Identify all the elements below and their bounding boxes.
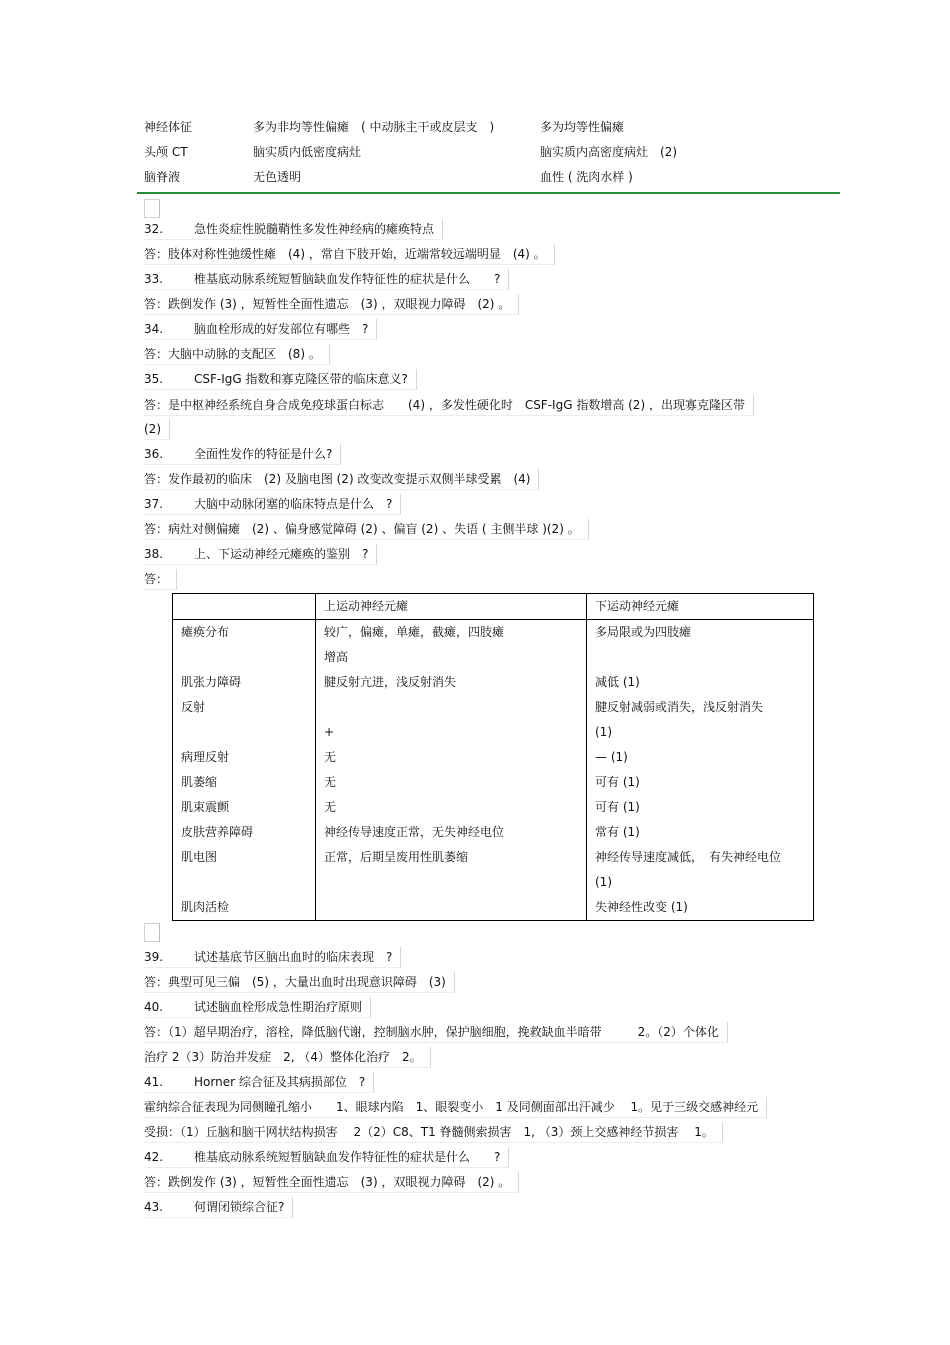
question-text: 椎基底动脉系统短暂脑缺血发作特征性的症状是什么 ? — [194, 1150, 501, 1164]
row-neuro-signs-col2: 多为均等性偏瘫 — [540, 120, 625, 134]
question-number: 42. — [144, 1150, 164, 1164]
question-text: 全面性发作的特征是什么? — [194, 447, 333, 461]
question-43 — [144, 1197, 293, 1217]
question-text: 试述基底节区脑出血时的临床表现 ? — [194, 950, 393, 964]
answer-41-cont: 受损：（1）丘脑和脑干网状结构损害 2（2）C8、T1 脊髓侧索损害 1, （3）颈上交感神经节损害 1。 — [144, 1122, 723, 1142]
row-neuro-signs-col1: 多为非均等性偏瘫 ( 中动脉主干或皮层支 ) — [253, 120, 495, 134]
answer-39: 答：典型可见三偏 (5) ，大量出血时出现意识障碍 (3) — [144, 972, 455, 992]
question-37 — [144, 494, 401, 514]
upper-motor-neuron-column: 较广，偏瘫，单瘫，截瘫，四肢瘫 增高 腱反射亢进，浅反射消失 + 无 无 无 神经传导速度正常，无失神经电位 正常，后期呈废用性肌萎缩 — [316, 620, 587, 921]
lower-motor-neuron-column: 多局限或为四肢瘫 减低 (1) 腱反射减弱或消失，浅反射消失 (1) — (1) 可有 (1) 可有 (1) 常有 (1) 神经传导速度减低， 有失神经电位 (1) 失神经性改变 (1) — [587, 620, 814, 921]
question-number: 43. — [144, 1200, 164, 1214]
question-text: 何谓闭锁综合征? — [194, 1200, 285, 1214]
empty-cell-marker — [144, 199, 160, 218]
row-label-neuro-signs: 神经体征 — [144, 120, 193, 134]
row-ct-col1: 脑实质内低密度病灶 — [253, 145, 362, 159]
question-number: 37. — [144, 497, 164, 511]
answer-37: 答：病灶对侧偏瘫 (2) 、偏身感觉障碍 (2) 、偏盲 (2) 、失语 ( 主侧半球 )(2) 。 — [144, 519, 589, 539]
answer-41: 霍纳综合征表现为同侧瞳孔缩小 1、眼球内陷 1、眼裂变小 1 及同侧面部出汗减少 1。见于三级交感神经元 — [144, 1097, 767, 1117]
row-label-ct: 头颅 CT — [144, 145, 188, 159]
row-ct-col2: 脑实质内高密度病灶 (2) — [540, 145, 677, 159]
answer-38: 答： — [144, 569, 177, 589]
question-text: 大脑中动脉闭塞的临床特点是什么 ? — [194, 497, 393, 511]
question-38 — [144, 544, 377, 564]
question-39 — [144, 947, 401, 967]
answer-42: 答：跌倒发作 (3) ，短暂性全面性遗忘 (3) ，双眼视力障碍 (2) 。 — [144, 1172, 519, 1192]
question-number: 32. — [144, 222, 164, 236]
question-number: 34. — [144, 322, 164, 336]
table-header-row — [173, 594, 814, 620]
question-32 — [144, 219, 443, 239]
question-42 — [144, 1147, 509, 1167]
answer-33: 答：跌倒发作 (3) ，短暂性全面性遗忘 (3) ，双眼视力障碍 (2) 。 — [144, 294, 519, 314]
question-number: 39. — [144, 950, 164, 964]
question-number: 36. — [144, 447, 164, 461]
answer-40: 答：（1）超早期治疗，溶栓，降低脑代谢，控制脑水肿，保护脑细胞，挽救缺血半暗带 2。（2）个体化 — [144, 1022, 728, 1042]
question-number: 40. — [144, 1000, 164, 1014]
question-text: 上、下运动神经元瘫痪的鉴别 ? — [194, 547, 369, 561]
question-33 — [144, 269, 509, 289]
section-divider — [137, 192, 840, 194]
question-text: 椎基底动脉系统短暂脑缺血发作特征性的症状是什么 ? — [194, 272, 501, 286]
question-number: 38. — [144, 547, 164, 561]
answer-36: 答：发作最初的临床 (2) 及脑电图 (2) 改变改变提示双侧半球受累 (4) — [144, 469, 539, 489]
question-40 — [144, 997, 371, 1017]
question-text: 急性炎症性脱髓鞘性多发性神经病的瘫痪特点 — [194, 222, 435, 236]
question-number: 33. — [144, 272, 164, 286]
table-header-lower: 下运动神经元瘫 — [587, 594, 814, 620]
table-header-upper: 上运动神经元瘫 — [316, 594, 587, 620]
question-41 — [144, 1072, 374, 1092]
question-36 — [144, 444, 341, 464]
table-header-blank — [173, 594, 316, 620]
question-34 — [144, 319, 377, 339]
table-row — [173, 620, 814, 921]
answer-34: 答：大脑中动脉的支配区 (8) 。 — [144, 344, 330, 364]
answer-35: 答：是中枢神经系统自身合成免疫球蛋白标志 (4) ，多发性硬化时 CSF-IgG 指数增高 (2) ，出现寡克隆区带 — [144, 395, 754, 415]
question-text: Horner 综合征及其病损部位 ? — [194, 1075, 366, 1089]
question-text: 试述脑血栓形成急性期治疗原则 — [194, 1000, 363, 1014]
row-label-csf: 脑脊液 — [144, 170, 181, 184]
row-csf-col1: 无色透明 — [253, 170, 302, 184]
question-35 — [144, 369, 417, 389]
answer-35-cont: (2) — [144, 419, 170, 439]
answer-32: 答：肢体对称性弛缓性瘫 (4) ，常自下肢开始，近端常较远端明显 (4) 。 — [144, 244, 555, 264]
answer-40-cont: 治疗 2（3）防治并发症 2, （4）整体化治疗 2。 — [144, 1047, 431, 1067]
question-number: 35. — [144, 372, 164, 386]
row-csf-col2: 血性 ( 洗肉水样 ) — [540, 170, 633, 184]
question-text: 脑血栓形成的好发部位有哪些 ? — [194, 322, 369, 336]
question-text: CSF-IgG 指数和寡克隆区带的临床意义? — [194, 372, 408, 386]
question-number: 41. — [144, 1075, 164, 1089]
empty-cell-marker — [144, 923, 160, 942]
motor-neuron-comparison-table — [172, 593, 814, 921]
feature-column: 瘫痪分布 肌张力障碍 反射 病理反射 肌萎缩 肌束震颤 皮肤营养障碍 肌电图 肌肉活检 — [173, 620, 316, 921]
